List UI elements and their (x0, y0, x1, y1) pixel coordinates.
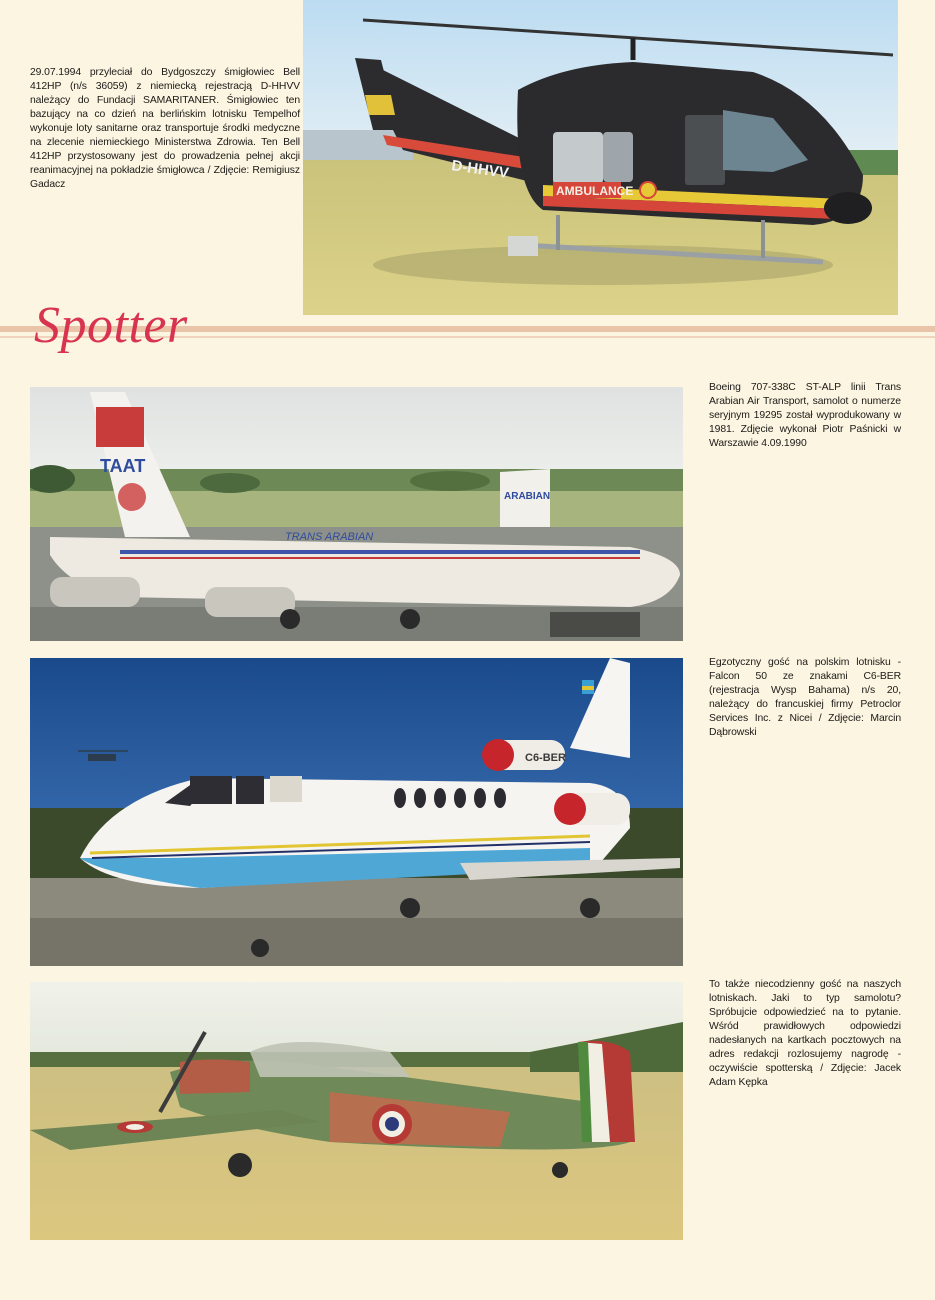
helicopter-door-label: AMBULANCE (556, 184, 634, 198)
helicopter-registration: D-HHVV (450, 157, 510, 182)
mystery-plane-caption: To także niecodzienny gość na naszych lotniskach. Jaki to typ samolotu? Spróbujcie odpowiedzieć na to pytanie. Wśród prawidłowych odpowiedzi nadesłanych na kartkach pocztowych na adres redakcji rozlosujemy nagrodę - oczywiście spotterską / Zdjęcie: Jacek Adam Kępka (709, 979, 901, 1088)
section-title: Spotter (34, 297, 188, 354)
helicopter-caption: 29.07.1994 przyleciał do Bydgoszczy śmigłowiec Bell 412HP (n/s 36059) z niemiecką rejestracją D-HHVV należący do Fundacji SAMARITANER. Śmigłowiec ten bazujący na co dzień na berlińskim lotnisku Tempelhof wykonuje loty sanitarne oraz transportuje środki medyczne na zlecenie niemieckiego Ministerstwa Zdrowia. Ten Bell 412HP przystosowany jest do prowadzenia pełnej akcji reanimacyjnej na pokładzie śmigłowca / Zdjęcie: Remigiusz Gadacz (30, 67, 300, 190)
boeing-caption: Boeing 707-338C ST-ALP linii Trans Arabian Air Transport, samolot o numerze seryjnym 19295 został wyprodukowany w 1981. Zdjęcie wykonał Piotr Paśnicki w Warszawie 4.09.1990 (709, 382, 901, 449)
helicopter-photo (303, 0, 898, 315)
boeing-photo (30, 387, 683, 641)
falcon-photo (30, 658, 683, 966)
boeing-tail-title: TAAT (100, 456, 146, 476)
mystery-plane-photo (30, 982, 683, 1240)
falcon-registration: C6-BER (525, 752, 566, 764)
boeing-fuselage-title: TRANS ARABIAN (285, 531, 374, 543)
falcon-caption: Egzotyczny gość na polskim lotnisku - Falcon 50 ze znakami C6-BER (rejestracja Wysp Bahama) n/s 20, należący do francuskiej firmy Petroclor Services Inc. z Nicei / Zdjęcie: Marcin Dąbrowski (709, 657, 901, 738)
boeing-background-fin-title: ARABIAN (504, 491, 551, 502)
